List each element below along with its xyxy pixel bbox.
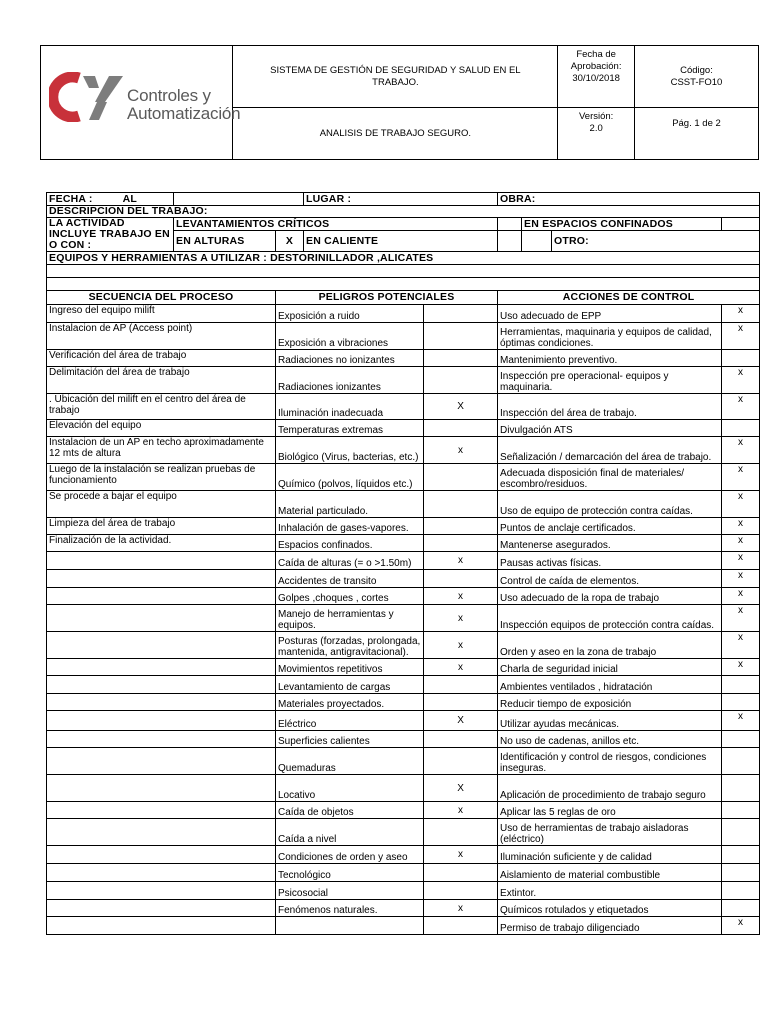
descripcion-field[interactable]: DESCRIPCION DEL TRABAJO:: [47, 206, 760, 218]
hazard-cell[interactable]: Químico (polvos, líquidos etc.): [276, 464, 424, 491]
control-action-cell[interactable]: Reducir tiempo de exposición: [498, 694, 722, 711]
caliente-check[interactable]: [498, 231, 522, 252]
otro-check[interactable]: [522, 231, 552, 252]
control-mark-cell[interactable]: [722, 694, 760, 711]
control-action-cell[interactable]: Permiso de trabajo diligenciado: [498, 917, 722, 935]
control-action-cell[interactable]: Utilizar ayudas mecánicas.: [498, 711, 722, 731]
table-row: [47, 305, 760, 323]
sequence-cell[interactable]: [47, 775, 276, 802]
control-mark-cell[interactable]: [722, 775, 760, 802]
doc-title: ANALISIS DE TRABAJO SEGURO.: [233, 108, 558, 160]
control-action-cell[interactable]: Señalización / demarcación del área de trabajo.: [498, 437, 722, 464]
sequence-cell[interactable]: Instalacion de un AP en techo aproximadamente 12 mts de altura: [47, 437, 276, 464]
table-row: [47, 882, 760, 900]
hazard-mark-cell[interactable]: [424, 676, 498, 694]
sequence-cell[interactable]: Verificación del área de trabajo: [47, 350, 276, 367]
sequence-cell[interactable]: [47, 605, 276, 632]
control-mark-cell[interactable]: [722, 864, 760, 882]
control-action-cell[interactable]: Charla de seguridad inicial: [498, 659, 722, 676]
table-row: [47, 605, 760, 632]
control-action-cell[interactable]: Mantenimiento preventivo.: [498, 350, 722, 367]
sequence-cell[interactable]: [47, 659, 276, 676]
control-mark-cell[interactable]: [722, 676, 760, 694]
control-action-cell[interactable]: Pausas activas físicas.: [498, 552, 722, 570]
hazard-mark-cell[interactable]: [424, 694, 498, 711]
hazard-cell[interactable]: Espacios confinados.: [276, 535, 424, 552]
approval-cell: [558, 46, 635, 108]
table-row: [47, 711, 760, 731]
control-mark-cell[interactable]: [722, 819, 760, 846]
table-row: [47, 694, 760, 711]
hazard-cell[interactable]: Quemaduras: [276, 748, 424, 775]
control-action-cell[interactable]: Uso de equipo de protección contra caídas.: [498, 491, 722, 518]
hazard-mark-cell[interactable]: x: [424, 437, 498, 464]
hazard-mark-cell[interactable]: [424, 491, 498, 518]
hazard-cell[interactable]: Levantamiento de cargas: [276, 676, 424, 694]
hazard-cell[interactable]: Temperaturas extremas: [276, 420, 424, 437]
table-row: [47, 367, 760, 394]
control-action-cell[interactable]: Aplicación de procedimiento de trabajo seguro: [498, 775, 722, 802]
hazard-cell[interactable]: Condiciones de orden y aseo: [276, 846, 424, 864]
control-action-cell[interactable]: Uso adecuado de EPP: [498, 305, 722, 323]
hazard-mark-cell[interactable]: x: [424, 552, 498, 570]
control-mark-cell[interactable]: x: [722, 491, 760, 518]
table-row: [47, 659, 760, 676]
control-action-cell[interactable]: Ambientes ventilados , hidratación: [498, 676, 722, 694]
control-action-cell[interactable]: Herramientas, maquinaria y equipos de calidad, óptimas condiciones.: [498, 323, 722, 350]
hazard-mark-cell[interactable]: [424, 731, 498, 748]
control-mark-cell[interactable]: x: [722, 394, 760, 420]
hazard-cell[interactable]: Superficies calientes: [276, 731, 424, 748]
version-value: 2.0: [589, 123, 603, 134]
hazard-mark-cell[interactable]: x: [424, 632, 498, 659]
control-mark-cell[interactable]: x: [722, 570, 760, 588]
table-row: [47, 775, 760, 802]
control-action-cell[interactable]: Inspección del área de trabajo.: [498, 394, 722, 420]
logo-text-line2: Automatización: [127, 104, 241, 123]
control-action-cell[interactable]: Identificación y control de riesgos, condiciones inseguras.: [498, 748, 722, 775]
sequence-cell[interactable]: [47, 748, 276, 775]
blank-row[interactable]: [47, 265, 760, 278]
sequence-cell[interactable]: Instalacion de AP (Access point): [47, 323, 276, 350]
approval-date: 30/10/2018: [572, 73, 620, 84]
levantamientos-check[interactable]: [498, 218, 522, 231]
hazard-mark-cell[interactable]: x: [424, 605, 498, 632]
control-mark-cell[interactable]: [722, 748, 760, 775]
hazard-cell[interactable]: Posturas (forzadas, prolongada, mantenida, antigravitacional).: [276, 632, 424, 659]
blank-row[interactable]: [47, 278, 760, 291]
hazard-cell[interactable]: Radiaciones no ionizantes: [276, 350, 424, 367]
control-action-cell[interactable]: Uso de herramientas de trabajo aisladoras (eléctrico): [498, 819, 722, 846]
hazard-cell[interactable]: Psicosocial: [276, 882, 424, 900]
table-row: [47, 518, 760, 535]
control-action-cell[interactable]: Divulgación ATS: [498, 420, 722, 437]
fecha-value[interactable]: [174, 193, 304, 206]
control-mark-cell[interactable]: x: [722, 367, 760, 394]
sequence-cell[interactable]: . Ubicación del milift en el centro del área de trabajo: [47, 394, 276, 420]
hazard-mark-cell[interactable]: x: [424, 846, 498, 864]
table-row: [47, 535, 760, 552]
sequence-cell[interactable]: [47, 632, 276, 659]
hazard-cell[interactable]: Manejo de herramientas y equipos.: [276, 605, 424, 632]
hazard-cell[interactable]: Exposición a vibraciones: [276, 323, 424, 350]
obra-field[interactable]: OBRA:: [498, 193, 760, 206]
secuencia-header: SECUENCIA DEL PROCESO: [47, 291, 276, 305]
table-row: [47, 588, 760, 605]
hazard-cell[interactable]: Caída de objetos: [276, 802, 424, 819]
table-row: [47, 819, 760, 846]
hazard-mark-cell[interactable]: X: [424, 394, 498, 420]
ats-form: [46, 192, 760, 935]
table-row: [47, 676, 760, 694]
sequence-cell[interactable]: [47, 846, 276, 864]
hazard-mark-cell[interactable]: X: [424, 711, 498, 731]
control-mark-cell[interactable]: x: [722, 552, 760, 570]
sequence-cell[interactable]: [47, 552, 276, 570]
sequence-cell[interactable]: [47, 711, 276, 731]
control-action-cell[interactable]: Inspección pre operacional- equipos y maquinaria.: [498, 367, 722, 394]
table-row: [47, 748, 760, 775]
page-number: Pág. 1 de 2: [634, 108, 758, 160]
table-row: [47, 491, 760, 518]
hazard-mark-cell[interactable]: [424, 748, 498, 775]
control-action-cell[interactable]: Mantenerse asegurados.: [498, 535, 722, 552]
version-label: Versión:: [578, 111, 614, 122]
control-mark-cell[interactable]: x: [722, 464, 760, 491]
control-mark-cell[interactable]: [722, 802, 760, 819]
hazard-mark-cell[interactable]: x: [424, 659, 498, 676]
alturas-option[interactable]: EN ALTURAS: [174, 231, 276, 252]
fecha-field[interactable]: [47, 193, 174, 206]
control-mark-cell[interactable]: x: [722, 632, 760, 659]
control-mark-cell[interactable]: x: [722, 437, 760, 464]
control-mark-cell[interactable]: x: [722, 305, 760, 323]
sequence-cell[interactable]: Elevación del equipo: [47, 420, 276, 437]
control-action-cell[interactable]: Adecuada disposición final de materiales/ escombro/residuos.: [498, 464, 722, 491]
table-row: [47, 731, 760, 748]
equipos-field[interactable]: EQUIPOS Y HERRAMIENTAS A UTILIZAR : DESTORINILLADOR ,ALICATES: [47, 252, 760, 265]
sequence-cell[interactable]: [47, 802, 276, 819]
control-mark-cell[interactable]: [722, 731, 760, 748]
hazard-mark-cell[interactable]: [424, 819, 498, 846]
sequence-cell[interactable]: [47, 864, 276, 882]
control-mark-cell[interactable]: x: [722, 588, 760, 605]
code-label: Código:: [680, 64, 713, 76]
table-row: [47, 570, 760, 588]
hazard-mark-cell[interactable]: [424, 864, 498, 882]
hazard-cell[interactable]: [276, 917, 424, 935]
hazard-cell[interactable]: Caída de alturas (= o >1.50m): [276, 552, 424, 570]
hazard-mark-cell[interactable]: X: [424, 775, 498, 802]
hazard-cell[interactable]: Iluminación inadecuada: [276, 394, 424, 420]
otro-option[interactable]: OTRO:: [552, 231, 760, 252]
levantamientos-option[interactable]: LEVANTAMIENTOS CRÍTICOS: [174, 218, 498, 231]
fecha-label: FECHA :: [49, 193, 93, 205]
control-mark-cell[interactable]: [722, 846, 760, 864]
hazard-mark-cell[interactable]: [424, 323, 498, 350]
control-mark-cell[interactable]: x: [722, 711, 760, 731]
control-action-cell[interactable]: Químicos rotulados y etiquetados: [498, 900, 722, 917]
system-title: SISTEMA DE GESTIÓN DE SEGURIDAD Y SALUD EN EL TRABAJO.: [233, 46, 558, 108]
espacios-option[interactable]: EN ESPACIOS CONFINADOS: [522, 218, 722, 231]
acciones-header: ACCIONES DE CONTROL: [498, 291, 760, 305]
hazard-cell[interactable]: Caída a nivel: [276, 819, 424, 846]
sequence-cell[interactable]: Luego de la instalación se realizan pruebas de funcionamiento: [47, 464, 276, 491]
hazard-mark-cell[interactable]: [424, 367, 498, 394]
table-row: [47, 864, 760, 882]
control-action-cell[interactable]: Uso adecuado de la ropa de trabajo: [498, 588, 722, 605]
peligros-header: PELIGROS POTENCIALES: [276, 291, 498, 305]
document-header: [40, 45, 759, 160]
control-mark-cell[interactable]: x: [722, 518, 760, 535]
sequence-cell[interactable]: [47, 694, 276, 711]
logo-text-line1: Controles y: [127, 86, 211, 105]
control-mark-cell[interactable]: [722, 882, 760, 900]
hazard-mark-cell[interactable]: x: [424, 900, 498, 917]
control-mark-cell[interactable]: x: [722, 659, 760, 676]
fecha-al: AL: [122, 193, 137, 205]
alturas-check[interactable]: X: [276, 231, 304, 252]
hazard-mark-cell[interactable]: x: [424, 588, 498, 605]
hazard-cell[interactable]: Tecnológico: [276, 864, 424, 882]
hazard-mark-cell[interactable]: [424, 570, 498, 588]
hazard-mark-cell[interactable]: [424, 420, 498, 437]
sequence-cell[interactable]: [47, 588, 276, 605]
sequence-cell[interactable]: [47, 731, 276, 748]
hazard-cell[interactable]: Golpes ,choques , cortes: [276, 588, 424, 605]
hazard-cell[interactable]: Fenómenos naturales.: [276, 900, 424, 917]
approval-label: Fecha de Aprobación:: [570, 49, 622, 72]
hazard-cell[interactable]: Inhalación de gases-vapores.: [276, 518, 424, 535]
sequence-cell[interactable]: [47, 676, 276, 694]
table-row: [47, 464, 760, 491]
control-action-cell[interactable]: Puntos de anclaje certificados.: [498, 518, 722, 535]
control-action-cell[interactable]: Iluminación suficiente y de calidad: [498, 846, 722, 864]
hazard-cell[interactable]: Exposición a ruido: [276, 305, 424, 323]
sequence-cell[interactable]: [47, 900, 276, 917]
hazard-cell[interactable]: Material particulado.: [276, 491, 424, 518]
lugar-field[interactable]: LUGAR :: [304, 193, 498, 206]
sequence-cell[interactable]: [47, 570, 276, 588]
actividad-label: LA ACTIVIDAD INCLUYE TRABAJO EN O CON :: [47, 218, 174, 252]
hazard-mark-cell[interactable]: [424, 917, 498, 935]
code-value: CSST-FO10: [670, 76, 723, 88]
hazard-cell[interactable]: Biológico (Virus, bacterias, etc.): [276, 437, 424, 464]
table-row: [47, 437, 760, 464]
table-row: [47, 350, 760, 367]
control-action-cell[interactable]: No uso de cadenas, anillos etc.: [498, 731, 722, 748]
sequence-cell[interactable]: [47, 882, 276, 900]
caliente-option[interactable]: EN CALIENTE: [304, 231, 498, 252]
sequence-cell[interactable]: Limpieza del área de trabajo: [47, 518, 276, 535]
sequence-cell[interactable]: [47, 917, 276, 935]
table-row: [47, 917, 760, 935]
control-mark-cell[interactable]: [722, 350, 760, 367]
sequence-cell[interactable]: Ingreso del equipo milift: [47, 305, 276, 323]
espacios-check[interactable]: [722, 218, 760, 231]
cya-logo-icon: [49, 72, 127, 122]
hazard-mark-cell[interactable]: [424, 518, 498, 535]
columns-header-row: [47, 291, 760, 305]
hazard-cell[interactable]: Radiaciones ionizantes: [276, 367, 424, 394]
hazard-mark-cell[interactable]: [424, 882, 498, 900]
sequence-cell[interactable]: [47, 819, 276, 846]
control-mark-cell[interactable]: x: [722, 605, 760, 632]
table-row: [47, 420, 760, 437]
table-row: [47, 846, 760, 864]
table-row: [47, 900, 760, 917]
control-mark-cell[interactable]: x: [722, 535, 760, 552]
control-action-cell[interactable]: Extintor.: [498, 882, 722, 900]
hazard-cell[interactable]: Materiales proyectados.: [276, 694, 424, 711]
control-mark-cell[interactable]: x: [722, 917, 760, 935]
sequence-cell[interactable]: Finalización de la actividad.: [47, 535, 276, 552]
sequence-cell[interactable]: Delimitación del área de trabajo: [47, 367, 276, 394]
control-action-cell[interactable]: Inspección equipos de protección contra caídas.: [498, 605, 722, 632]
code-cell: [634, 46, 758, 108]
control-mark-cell[interactable]: [722, 420, 760, 437]
table-row: [47, 552, 760, 570]
control-mark-cell[interactable]: [722, 900, 760, 917]
hazard-cell[interactable]: Accidentes de transito: [276, 570, 424, 588]
hazard-cell[interactable]: Locativo: [276, 775, 424, 802]
table-row: [47, 394, 760, 420]
table-row: [47, 323, 760, 350]
table-row: [47, 632, 760, 659]
sequence-cell[interactable]: Se procede a bajar el equipo: [47, 491, 276, 518]
company-logo: [41, 46, 241, 160]
control-action-cell[interactable]: Aislamiento de material combustible: [498, 864, 722, 882]
version-cell: [558, 108, 635, 160]
analysis-rows: [47, 305, 760, 935]
hazard-cell[interactable]: Movimientos repetitivos: [276, 659, 424, 676]
control-action-cell[interactable]: Aplicar las 5 reglas de oro: [498, 802, 722, 819]
hazard-mark-cell[interactable]: [424, 535, 498, 552]
hazard-mark-cell[interactable]: [424, 464, 498, 491]
control-action-cell[interactable]: Control de caída de elementos.: [498, 570, 722, 588]
hazard-mark-cell[interactable]: [424, 350, 498, 367]
hazard-mark-cell[interactable]: x: [424, 802, 498, 819]
hazard-cell[interactable]: Eléctrico: [276, 711, 424, 731]
hazard-mark-cell[interactable]: [424, 305, 498, 323]
control-mark-cell[interactable]: x: [722, 323, 760, 350]
control-action-cell[interactable]: Orden y aseo en la zona de trabajo: [498, 632, 722, 659]
table-row: [47, 802, 760, 819]
